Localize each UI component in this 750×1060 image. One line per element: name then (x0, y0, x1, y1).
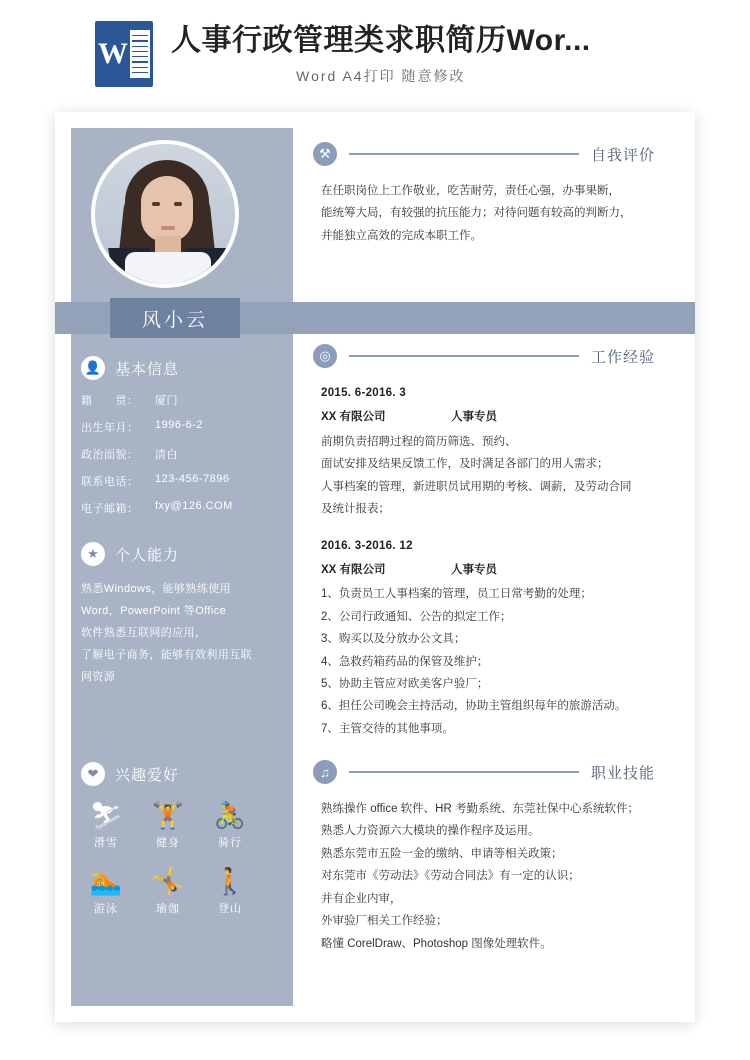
music-note-icon: ♫ (313, 760, 337, 784)
info-label: 电子邮箱： (81, 503, 139, 515)
hobby-label: 登山 (218, 903, 242, 915)
ability-line: 网资源 (81, 671, 116, 683)
hobby-label: 瑜伽 (156, 903, 180, 915)
section-title-self-evaluation: 自我评价 (590, 146, 655, 164)
ability-line: 软件熟悉互联网的应用， (81, 627, 207, 639)
ability-line: Word，PowerPoint 等Office (81, 605, 227, 617)
job-detail-line: 4、急救药箱药品的保管及维护； (321, 655, 489, 668)
candidate-name: 风小云 (141, 309, 208, 331)
info-row (81, 500, 257, 516)
section-title-skills: 职业技能 (590, 764, 655, 782)
hobby-item (75, 866, 137, 916)
job-detail-line: 5、协助主管应对欧美客户验厂； (321, 678, 489, 691)
swimming-icon: 🏊 (89, 866, 123, 896)
hiking-icon: 🚶 (213, 866, 247, 896)
info-label: 政治面貌： (81, 449, 139, 461)
ability-line: 了解电子商务，能够有效利用互联 (81, 649, 252, 661)
divider (349, 355, 579, 357)
job-entry (321, 535, 655, 741)
job-detail-line: 人事档案的管理，新进职员试用期的考核、调薪，及劳动合同 (321, 480, 632, 493)
info-row (81, 446, 257, 462)
job-company: XX 有限公司 (321, 563, 386, 576)
skill-line: 熟悉东莞市五险一金的缴纳、申请等相关政策； (321, 847, 563, 860)
job-detail-line: 3、购买以及分放办公文具； (321, 633, 466, 646)
info-row (81, 419, 257, 435)
hobby-item (137, 800, 199, 850)
info-value: 厦门 (155, 395, 178, 407)
section-basic-info (55, 356, 277, 527)
job-entry (321, 382, 655, 521)
job-date: 2016. 3-2016. 12 (321, 539, 413, 552)
divider (349, 153, 579, 155)
info-value: fxy@126.COM (155, 500, 233, 512)
job-detail-line: 7、主管交待的其他事项。 (321, 722, 454, 735)
self-eval-line: 能统筹大局，有较强的抗压能力；对待问题有较高的判断力， (321, 207, 632, 220)
section-title-basic-info: 基本信息 (115, 360, 180, 378)
info-value: 1996-6-2 (155, 419, 204, 431)
section-self-evaluation (293, 142, 679, 247)
word-doc-icon (95, 21, 153, 87)
job-position: 人事专员 (451, 411, 497, 424)
hobby-label: 骑行 (218, 837, 242, 849)
target-icon: ◎ (313, 344, 337, 368)
id-card-icon: 👤 (81, 356, 105, 380)
hobby-label: 滑雪 (94, 837, 118, 849)
tools-icon: ⚒ (313, 142, 337, 166)
resume-document (55, 112, 695, 1022)
section-skills (293, 760, 679, 955)
page-title: 人事行政管理类求职简历Wor... (171, 23, 591, 57)
skill-line: 对东莞市《劳动法》《劳动合同法》有一定的认识； (321, 870, 580, 883)
yoga-icon: 🤸 (151, 866, 185, 896)
section-title-work-experience: 工作经验 (590, 348, 655, 366)
skiing-icon: ⛷ (89, 800, 123, 830)
info-row (81, 473, 257, 489)
job-detail-line: 及统计报表； (321, 503, 390, 516)
logo-letter: W (98, 37, 128, 70)
job-detail-line: 面试安排及结果反馈工作，及时满足各部门的用人需求； (321, 458, 609, 471)
job-detail-line: 前期负责招聘过程的简历筛选、预约、 (321, 435, 517, 448)
self-eval-line: 并能独立高效的完成本职工作。 (321, 229, 482, 242)
page-subtitle: Word A4打印 随意修改 (296, 68, 466, 85)
info-value: 清白 (155, 449, 178, 461)
star-icon: ★ (81, 542, 105, 566)
job-detail-line: 6、担任公司晚会主持活动，协助主管组织每年的旅游活动。 (321, 700, 627, 713)
job-position: 人事专员 (451, 563, 497, 576)
self-eval-line: 在任职岗位上工作敬业，吃苦耐劳，责任心强，办事果断， (321, 185, 620, 197)
skill-line: 略懂 CorelDraw、Photoshop 图像处理软件。 (321, 937, 552, 950)
name-tag (110, 298, 240, 338)
ability-line: 熟悉Windows，能够熟练使用 (81, 583, 232, 595)
skill-line: 并有企业内审， (321, 892, 402, 905)
hobby-item (75, 800, 137, 850)
skill-line: 外审验厂相关工作经验； (321, 915, 448, 928)
avatar (91, 140, 239, 288)
divider (349, 771, 579, 773)
hobby-item (199, 866, 261, 916)
section-title-ability: 个人能力 (115, 546, 180, 564)
info-label: 出生年月： (81, 422, 139, 434)
section-work-experience (293, 344, 679, 754)
section-title-hobbies: 兴趣爱好 (115, 766, 180, 784)
hobby-label: 健身 (156, 837, 180, 849)
gym-icon: 🏋 (151, 800, 185, 830)
skill-line: 熟练操作 office 软件、HR 考勤系统、东莞社保中心系统软件； (321, 803, 639, 815)
hobby-item (199, 800, 261, 850)
skill-line: 熟悉人力资源六大模块的操作程序及运用。 (321, 825, 540, 838)
hobby-item (137, 866, 199, 916)
job-date: 2015. 6-2016. 3 (321, 387, 407, 399)
page-header (0, 0, 750, 100)
header-text (171, 22, 591, 87)
section-hobbies (55, 762, 277, 916)
info-row (81, 392, 257, 408)
heart-icon: ❤ (81, 762, 105, 786)
section-ability (55, 542, 277, 688)
hobby-label: 游泳 (94, 903, 118, 915)
info-label: 联系电话： (81, 476, 139, 488)
cycling-icon: 🚴 (213, 800, 247, 830)
job-detail-line: 1、负责员工人事档案的管理，员工日常考勤的处理； (321, 588, 592, 601)
info-label: 籍 贯： (81, 395, 139, 407)
logo-document-lines (130, 30, 150, 78)
job-company: XX 有限公司 (321, 411, 386, 424)
info-value: 123-456-7896 (155, 473, 230, 485)
job-detail-line: 2、公司行政通知、公告的拟定工作； (321, 610, 512, 623)
